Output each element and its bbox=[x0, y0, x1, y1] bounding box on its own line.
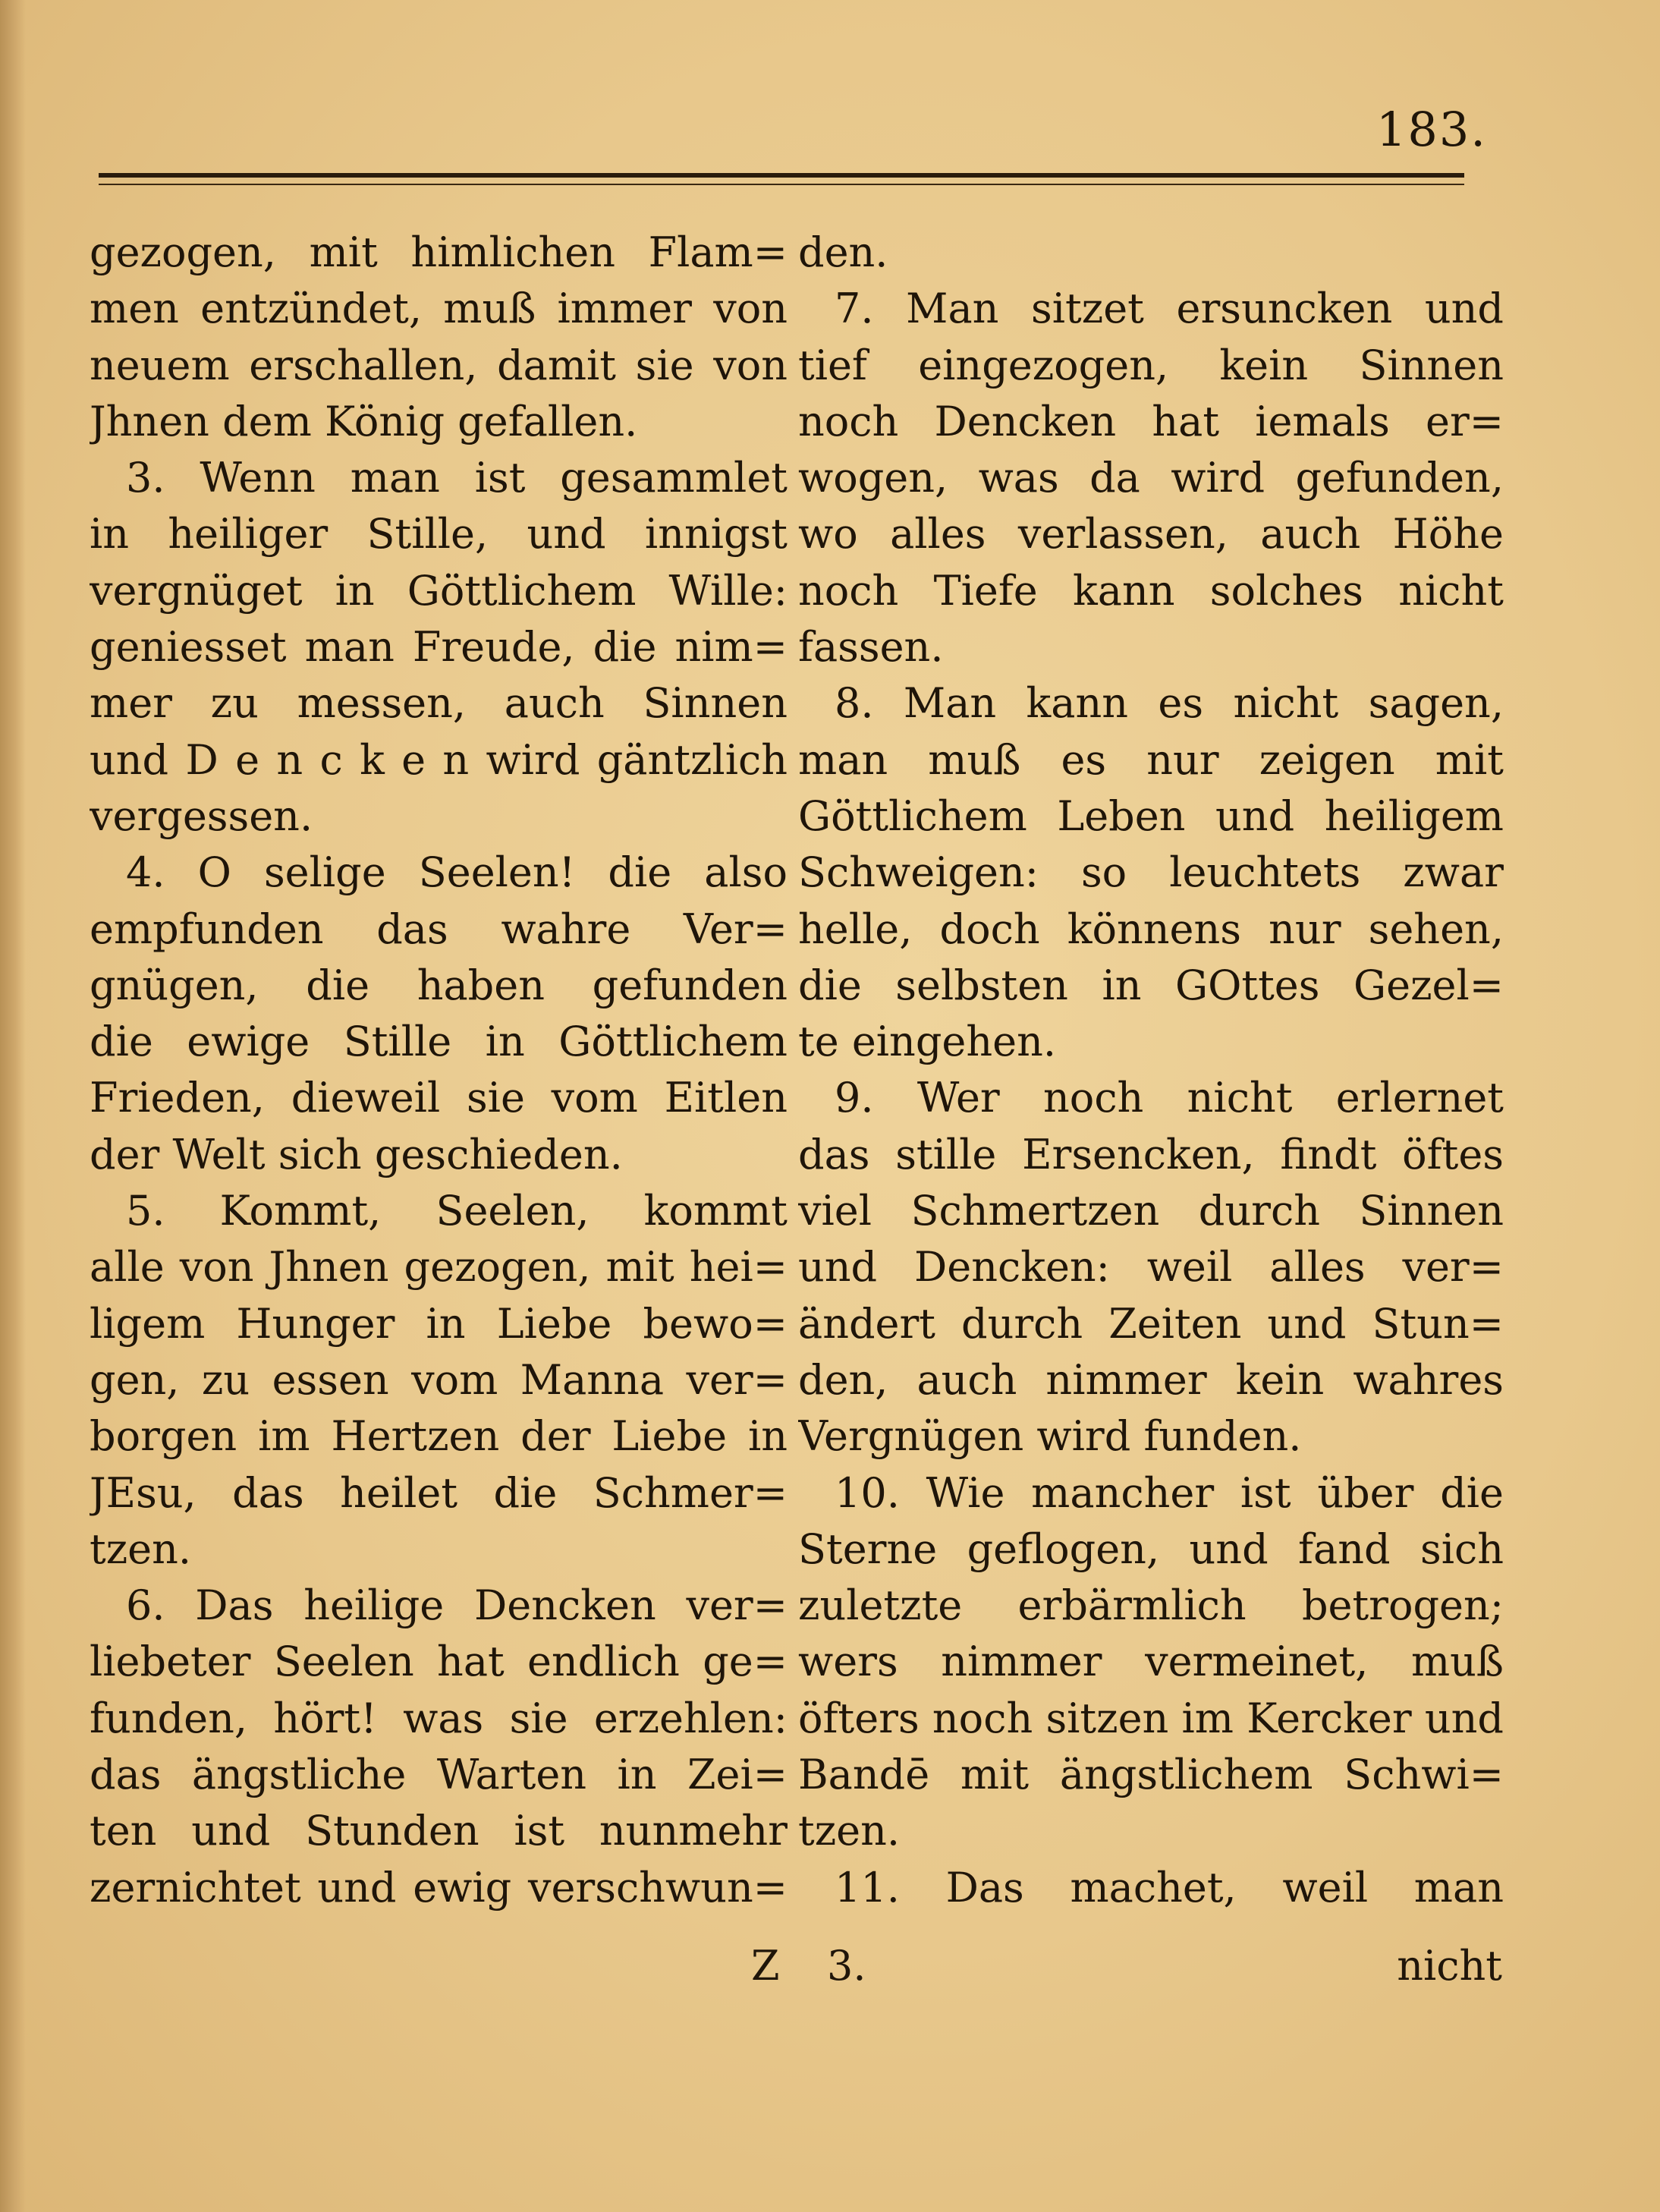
text-line: gezogen, mit himlichen Flam= bbox=[90, 228, 788, 276]
text-line: Göttlichem Leben und heiligem bbox=[798, 791, 1504, 840]
text-line: mer zu messen, auch Sinnen bbox=[90, 679, 788, 728]
text-line: die selbsten in GOttes Gezel= bbox=[798, 961, 1504, 1009]
text-line: funden, hört! was sie erzehlen: bbox=[90, 1694, 788, 1742]
text-line: und D e n c k e n wird gäntzlich bbox=[90, 735, 788, 784]
text-line: und Dencken: weil alles ver= bbox=[798, 1243, 1504, 1292]
text-line: ten und Stunden ist nunmehr bbox=[90, 1807, 788, 1855]
text-line: wogen, was da wird gefunden, bbox=[798, 454, 1504, 502]
text-line: der Welt sich geschieden. bbox=[90, 1130, 623, 1178]
page-binding-edge bbox=[0, 0, 26, 2212]
text-line: 9. Wer noch nicht erlernet bbox=[835, 1074, 1504, 1122]
text-line: men entzündet, muß immer von bbox=[90, 285, 788, 333]
signature-mark: Z bbox=[751, 1942, 780, 1990]
right-text-column bbox=[798, 225, 1504, 1916]
text-line: 5. Kommt, Seelen, kommt bbox=[126, 1187, 788, 1235]
text-line: 10. Wie mancher ist über die bbox=[835, 1468, 1504, 1517]
text-line: das stille Ersencken, findt öftes bbox=[798, 1130, 1504, 1178]
text-line: noch Dencken hat iemals er= bbox=[798, 397, 1504, 445]
text-line: öfters noch sitzen im Kercker und bbox=[798, 1694, 1504, 1742]
text-line: alle von Jhnen gezogen, mit hei= bbox=[90, 1243, 788, 1292]
signature-number: 3. bbox=[827, 1942, 866, 1990]
text-line: wo alles verlassen, auch Höhe bbox=[798, 510, 1504, 559]
text-line: in heiliger Stille, und innigst bbox=[90, 510, 788, 559]
text-line: viel Schmertzen durch Sinnen bbox=[798, 1187, 1504, 1235]
header-rule bbox=[99, 173, 1464, 178]
text-line: die ewige Stille in Göttlichem bbox=[90, 1018, 788, 1066]
text-line: ändert durch Zeiten und Stun= bbox=[798, 1299, 1504, 1348]
text-line: vergnüget in Göttlichem Wille: bbox=[90, 566, 788, 615]
text-line: tief eingezogen, kein Sinnen bbox=[798, 341, 1504, 389]
text-line: vergessen. bbox=[90, 791, 313, 840]
text-line: den. bbox=[798, 228, 888, 276]
text-line: 4. O selige Seelen! die also bbox=[126, 848, 788, 897]
text-line: Jhnen dem König gefallen. bbox=[90, 397, 638, 445]
text-line: man muß es nur zeigen mit bbox=[798, 735, 1504, 784]
text-line: Vergnügen wird funden. bbox=[798, 1412, 1302, 1461]
text-line: das ängstliche Warten in Zei= bbox=[90, 1751, 788, 1799]
text-line: tzen. bbox=[90, 1524, 192, 1573]
header-rule-thin bbox=[99, 184, 1464, 185]
text-line: geniesset man Freude, die nim= bbox=[90, 623, 788, 672]
text-line: liebeter Seelen hat endlich ge= bbox=[90, 1638, 788, 1686]
text-line: den, auch nimmer kein wahres bbox=[798, 1355, 1504, 1404]
text-line: 6. Das heilige Dencken ver= bbox=[126, 1581, 788, 1630]
text-line: zernichtet und ewig verschwun= bbox=[90, 1863, 788, 1912]
text-line: neuem erschallen, damit sie von bbox=[90, 341, 788, 389]
text-line: empfunden das wahre Ver= bbox=[90, 905, 788, 953]
left-text-column bbox=[90, 225, 788, 1916]
catchword: nicht bbox=[1397, 1942, 1502, 1990]
text-line: zuletzte erbärmlich betrogen; bbox=[798, 1581, 1504, 1630]
text-line: 7. Man sitzet ersuncken und bbox=[835, 285, 1504, 333]
text-line: Bandē mit ängstlichem Schwi= bbox=[798, 1751, 1504, 1799]
text-line: helle, doch könnens nur sehen, bbox=[798, 905, 1504, 953]
page-number: 183. bbox=[1375, 102, 1487, 157]
text-line: gen, zu essen vom Manna ver= bbox=[90, 1355, 788, 1404]
text-line: Frieden, dieweil sie vom Eitlen bbox=[90, 1074, 788, 1122]
text-line: JEsu, das heilet die Schmer= bbox=[90, 1468, 788, 1517]
text-line: borgen im Hertzen der Liebe in bbox=[90, 1412, 788, 1461]
text-line: tzen. bbox=[798, 1807, 901, 1855]
text-line: te eingehen. bbox=[798, 1018, 1057, 1066]
text-line: 3. Wenn man ist gesammlet bbox=[126, 454, 788, 502]
text-line: ligem Hunger in Liebe bewo= bbox=[90, 1299, 788, 1348]
text-line: Sterne geflogen, und fand sich bbox=[798, 1524, 1504, 1573]
text-line: fassen. bbox=[798, 623, 944, 672]
text-line: 11. Das machet, weil man bbox=[835, 1863, 1504, 1912]
text-line: 8. Man kann es nicht sagen, bbox=[835, 679, 1504, 728]
text-line: gnügen, die haben gefunden bbox=[90, 961, 788, 1009]
text-line: wers nimmer vermeinet, muß bbox=[798, 1638, 1504, 1686]
text-line: noch Tiefe kann solches nicht bbox=[798, 566, 1504, 615]
text-line: Schweigen: so leuchtets zwar bbox=[798, 848, 1504, 897]
